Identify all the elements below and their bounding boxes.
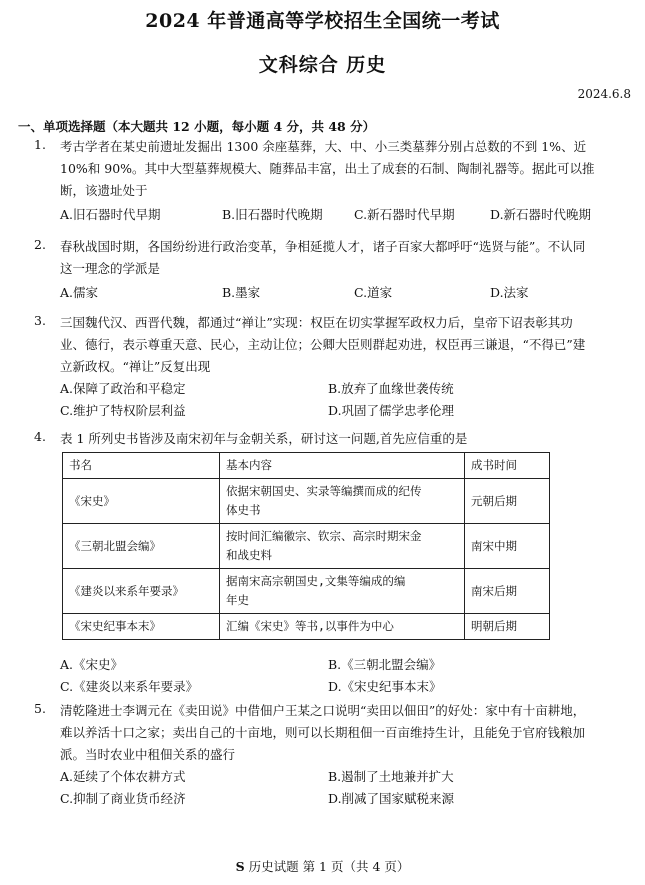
table-cell-book: 《建炎以来系年要录》 <box>63 569 220 614</box>
table-cell-content <box>220 614 465 640</box>
option-d[interactable]: D.《宋史纪事本末》 <box>328 679 442 694</box>
table-row <box>63 479 550 524</box>
question-text-line: 清乾隆进士李调元在《卖田说》中借佃户王某之口说明“卖田以佃田”的好处：家中有十亩耕地， <box>60 703 586 718</box>
table-header-cell: 成书时间 <box>465 453 550 479</box>
option-d[interactable]: D.新石器时代晚期 <box>490 207 592 222</box>
option-a[interactable]: A.《宋史》 <box>60 657 124 672</box>
table-row <box>63 614 550 640</box>
option-a[interactable]: A.保障了政治和平稳定 <box>60 381 186 396</box>
option-c[interactable]: C.《建炎以来系年要录》 <box>60 679 199 694</box>
question-number: 1. <box>34 137 46 152</box>
option-b[interactable]: B.墨家 <box>222 285 261 300</box>
option-c[interactable]: C.道家 <box>354 285 393 300</box>
table-row <box>63 524 550 569</box>
question-text-line: 业、德行，表示尊重天意、民心，主动让位；公卿大臣则群起劝进，权臣再三谦退，“不得已”建 <box>60 337 586 352</box>
content-line: 汇编《宋史》等书,以事件为中心 <box>226 619 394 633</box>
option-b[interactable]: B.《三朝北盟会编》 <box>328 657 442 672</box>
question-text-line: 派。当时农业中租佃关系的盛行 <box>60 747 236 762</box>
question-text-line: 三国魏代汉、西晋代魏，都通过“禅让”实现：权臣在切实掌握军政权力后，皇帝下诏表彰其功 <box>60 315 573 330</box>
content-line: 据南宋高宗朝国史,文集等编成的编 <box>226 574 406 588</box>
page-footer <box>0 857 645 875</box>
content-line: 依据宋朝国史、实录等编撰而成的纪传 <box>226 484 422 498</box>
footer-text: 历史试题 第 1 页（共 4 页） <box>248 859 410 874</box>
option-d[interactable]: D.削减了国家赋税来源 <box>328 791 455 806</box>
question-number: 4. <box>34 429 46 444</box>
table-header-row <box>63 453 550 479</box>
question-text-line: 春秋战国时期，各国纷纷进行政治变革，争相延揽人才，诸子百家大都呼吁“选贤与能”。不认同 <box>60 239 586 254</box>
table-cell-content <box>220 479 465 524</box>
table-cell-book: 《宋史》 <box>63 479 220 524</box>
question-text-line: 10%和 90%。其中大型墓葬规模大、随葬品丰富，出土了成套的石制、陶制礼器等。据此可以推 <box>60 161 595 176</box>
question-text-line: 难以养活十口之家；卖出自己的十亩地，则可以长期租佃一百亩维持生计，且能免于官府钱粮加 <box>60 725 586 740</box>
exam-date: 2024.6.8 <box>577 87 631 101</box>
content-line: 和战史料 <box>226 548 272 562</box>
table-cell-time: 南宋后期 <box>465 569 550 614</box>
content-line: 按时间汇编徽宗、钦宗、高宗时期宋金 <box>226 529 422 543</box>
table-cell-book: 《三朝北盟会编》 <box>63 524 220 569</box>
option-a[interactable]: A.儒家 <box>60 285 99 300</box>
content-line: 体史书 <box>226 503 261 517</box>
history-books-table <box>62 452 550 640</box>
option-c[interactable]: C.新石器时代早期 <box>354 207 455 222</box>
exam-title: 2024 年普通高等学校招生全国统一考试 <box>145 10 500 32</box>
option-b[interactable]: B.遏制了土地兼并扩大 <box>328 769 454 784</box>
exam-subtitle: 文科综合 历史 <box>258 54 387 76</box>
table-cell-book: 《宋史纪事本末》 <box>63 614 220 640</box>
option-c[interactable]: C.抑制了商业货币经济 <box>60 791 186 806</box>
content-line: 年史 <box>226 593 249 607</box>
question-text-line: 断，该遗址处于 <box>60 183 148 198</box>
table-row <box>63 569 550 614</box>
table-cell-time: 南宋中期 <box>465 524 550 569</box>
table-header-cell: 基本内容 <box>220 453 465 479</box>
option-b[interactable]: B.旧石器时代晚期 <box>222 207 323 222</box>
option-c[interactable]: C.维护了特权阶层利益 <box>60 403 186 418</box>
question-number: 3. <box>34 313 46 328</box>
option-d[interactable]: D.法家 <box>490 285 529 300</box>
question-text-line: 表 1 所列史书皆涉及南宋初年与金朝关系，研讨这一问题,首先应信重的是 <box>60 431 468 446</box>
question-number: 5. <box>34 701 46 716</box>
question-number: 2. <box>34 237 46 252</box>
footer-mark: S <box>235 859 245 874</box>
option-d[interactable]: D.巩固了儒学忠孝伦理 <box>328 403 455 418</box>
table-header-cell: 书名 <box>63 453 220 479</box>
option-a[interactable]: A.延续了个体农耕方式 <box>60 769 186 784</box>
table-cell-time: 明朝后期 <box>465 614 550 640</box>
table-cell-time: 元朝后期 <box>465 479 550 524</box>
option-a[interactable]: A.旧石器时代早期 <box>60 207 161 222</box>
option-b[interactable]: B.放弃了血缘世袭传统 <box>328 381 454 396</box>
table-cell-content <box>220 569 465 614</box>
question-text-line: 立新政权。“禅让”反复出现 <box>60 359 211 374</box>
question-text-line: 考古学者在某史前遗址发掘出 1300 余座墓葬，大、中、小三类墓葬分别占总数的不到 1%、近 <box>60 139 587 154</box>
section-heading: 一、单项选择题（本大题共 12 小题，每小题 4 分，共 48 分） <box>18 119 376 134</box>
table-cell-content <box>220 524 465 569</box>
question-text-line: 这一理念的学派是 <box>60 261 161 276</box>
